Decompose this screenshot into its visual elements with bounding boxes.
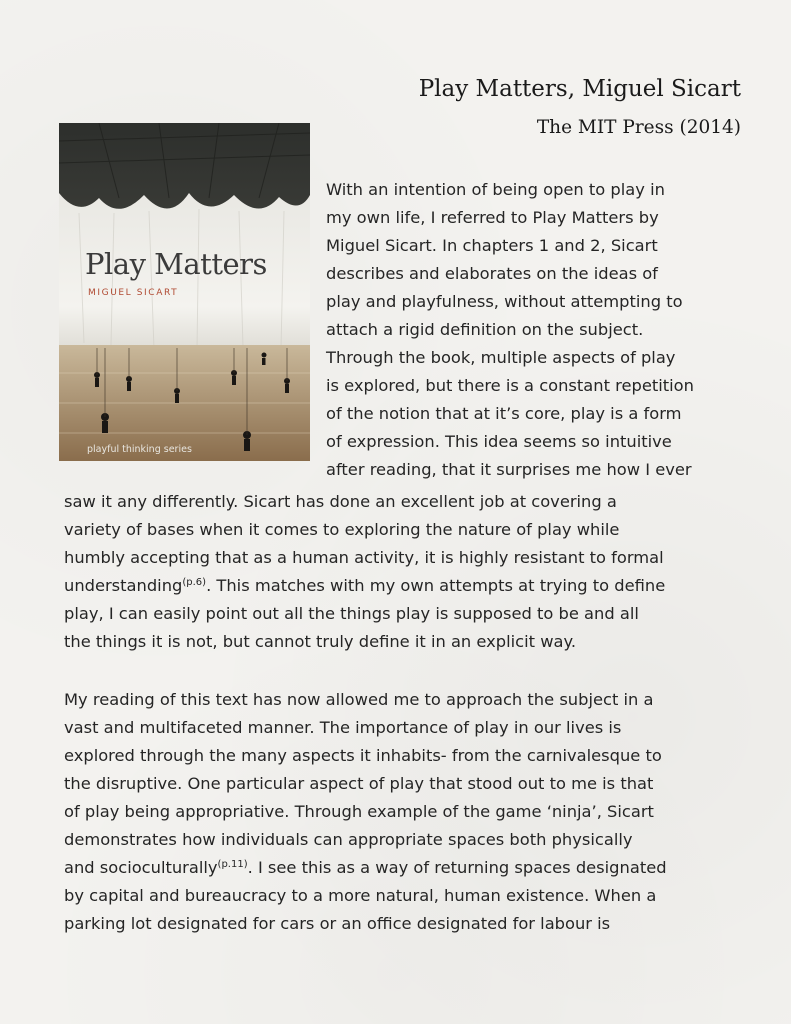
text-fragment: . This matches with my own attempts at trying to define xyxy=(206,576,666,595)
text-line: demonstrates how individuals can appropriate spaces both physically xyxy=(64,830,633,849)
text-line: parking lot designated for cars or an office designated for labour is xyxy=(64,914,611,933)
text-line: my own life, I referred to Play Matters by xyxy=(326,208,659,227)
text-line: My reading of this text has now allowed me to approach the subject in a xyxy=(64,690,654,709)
text-line: humbly accepting that as a human activity, it is highly resistant to formal xyxy=(64,548,664,567)
text-line: play, I can easily point out all the things play is supposed to be and all xyxy=(64,604,639,623)
text-line: of the notion that at it’s core, play is a form xyxy=(326,404,682,423)
text-fragment: . I see this as a way of returning spaces designated xyxy=(247,858,667,877)
text-fragment: and socioculturally xyxy=(64,858,218,877)
cover-title: Play Matters xyxy=(85,247,267,281)
text-line: saw it any differently. Sicart has done an excellent job at covering a xyxy=(64,492,617,511)
text-line: after reading, that it surprises me how I ever xyxy=(326,460,692,479)
text-line: describes and elaborates on the ideas of xyxy=(326,264,658,283)
text-line-with-citation xyxy=(64,576,665,595)
text-line: play and playfulness, without attempting to xyxy=(326,292,683,311)
book-cover xyxy=(59,123,310,461)
page-citation: (p.6) xyxy=(182,577,207,588)
text-line: attach a rigid definition on the subject. xyxy=(326,320,644,339)
text-line: is explored, but there is a constant repetition xyxy=(326,376,694,395)
text-line: the disruptive. One particular aspect of play that stood out to me is that xyxy=(64,774,654,793)
cover-author: MIGUEL SICART xyxy=(88,288,179,298)
text-line-with-citation xyxy=(64,858,667,877)
text-line: With an intention of being open to play in xyxy=(326,180,665,199)
text-line: Through the book, multiple aspects of play xyxy=(326,348,676,367)
publisher-line: The MIT Press (2014) xyxy=(536,117,741,138)
text-line: Miguel Sicart. In chapters 1 and 2, Sicart xyxy=(326,236,658,255)
text-line: vast and multifaceted manner. The importance of play in our lives is xyxy=(64,718,622,737)
page-citation: (p.11) xyxy=(217,859,248,870)
text-fragment: understanding xyxy=(64,576,183,595)
cover-series-label: playful thinking series xyxy=(87,444,192,455)
text-line: explored through the many aspects it inhabits- from the carnivalesque to xyxy=(64,746,662,765)
text-line: of expression. This idea seems so intuitive xyxy=(326,432,672,451)
text-line: of play being appropriative. Through example of the game ‘ninja’, Sicart xyxy=(64,802,654,821)
text-line: variety of bases when it comes to exploring the nature of play while xyxy=(64,520,620,539)
document-title: Play Matters, Miguel Sicart xyxy=(418,76,741,102)
text-line: the things it is not, but cannot truly define it in an explicit way. xyxy=(64,632,576,651)
text-line: by capital and bureaucracy to a more natural, human existence. When a xyxy=(64,886,657,905)
